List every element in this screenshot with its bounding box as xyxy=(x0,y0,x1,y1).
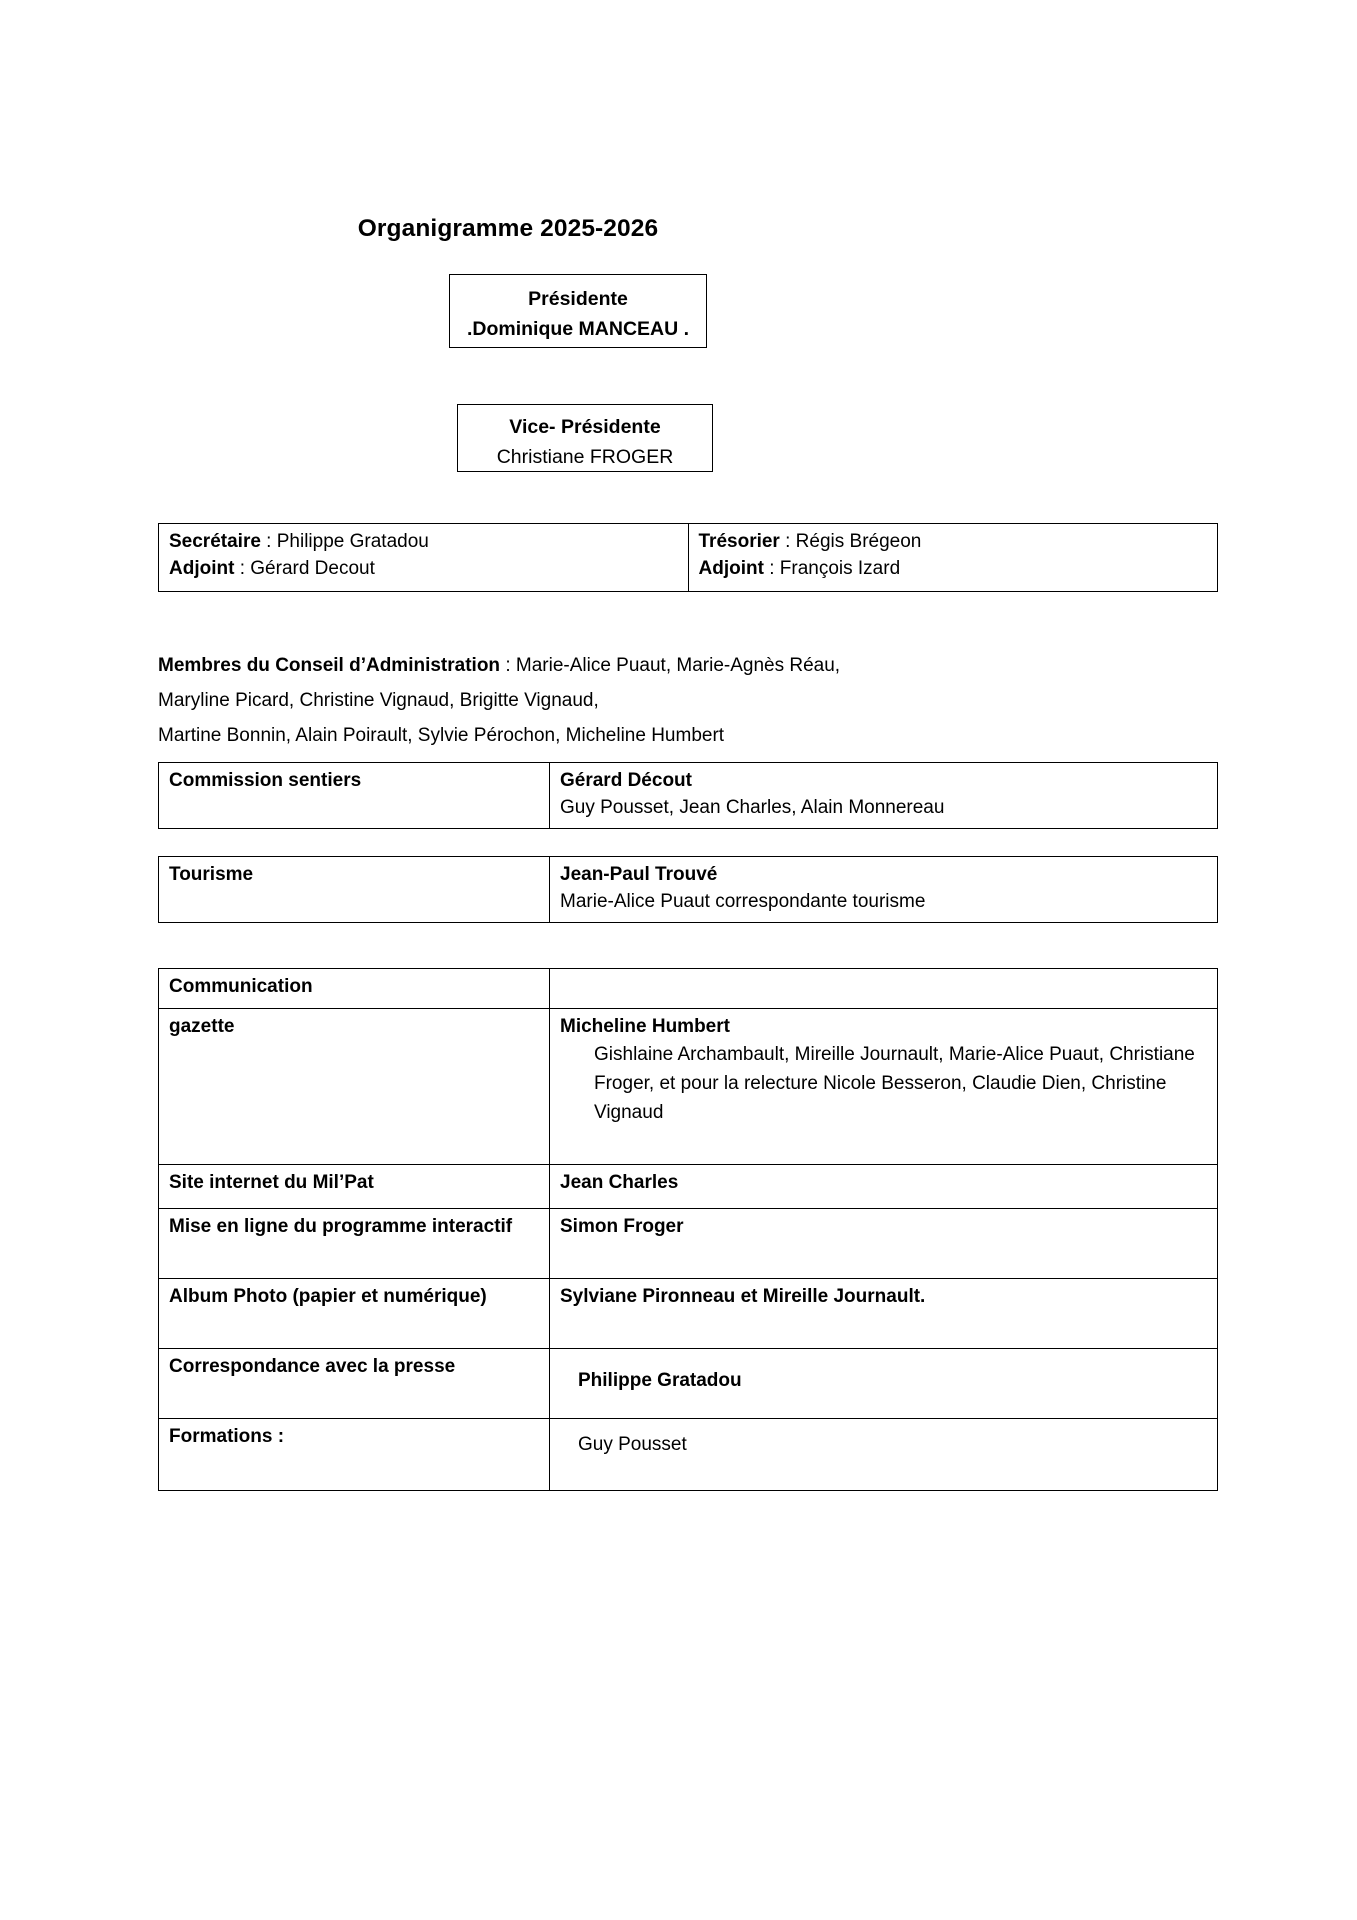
site-internet-label: Site internet du Mil’Pat xyxy=(159,1165,550,1209)
commission-sentiers-label: Commission sentiers xyxy=(159,763,550,829)
commission-sentiers-members: Guy Pousset, Jean Charles, Alain Monnereau xyxy=(560,797,945,818)
table-row xyxy=(159,1009,1218,1165)
album-photo-value: Sylviane Pironneau et Mireille Journault. xyxy=(550,1279,1218,1349)
gazette-members: Gishlaine Archambault, Mireille Journault, Marie-Alice Puaut, Christiane Froger, et pour la relecture Nicole Besseron, Claudie Dien, Christine Vignaud xyxy=(594,1044,1195,1123)
board-line-3: Martine Bonnin, Alain Poirault, Sylvie Pérochon, Micheline Humbert xyxy=(158,725,725,746)
board-line-1 xyxy=(158,648,1168,683)
communication-header-value xyxy=(550,969,1218,1009)
commission-sentiers-value xyxy=(550,763,1218,829)
communication-table xyxy=(158,968,1218,1421)
board-line-1-members: : Marie-Alice Puaut, Marie-Agnès Réau, xyxy=(500,655,841,676)
treasurer-deputy-line xyxy=(699,555,1210,582)
table-row xyxy=(159,763,1218,829)
treasurer-label: Trésorier xyxy=(698,531,780,552)
table-row xyxy=(159,524,1218,592)
communication-header-label: Communication xyxy=(159,969,550,1009)
treasurer-line xyxy=(699,528,1210,555)
secretary-line xyxy=(169,528,680,555)
vice-president-role: Vice- Présidente xyxy=(509,416,661,438)
table-row xyxy=(159,1209,1218,1279)
treasurer-cell xyxy=(688,524,1218,592)
board-members-block xyxy=(158,648,1168,753)
site-internet-value: Jean Charles xyxy=(550,1165,1218,1209)
commission-sentiers-table xyxy=(158,762,1218,829)
page-title: Organigramme 2025-2026 xyxy=(357,215,659,242)
secretary-deputy-line xyxy=(169,555,680,582)
president-name: .Dominique MANCEAU . xyxy=(466,318,690,340)
officers-table-wrap xyxy=(158,523,1218,592)
secretary-cell xyxy=(159,524,689,592)
correspondance-presse-value xyxy=(550,1349,1218,1421)
mise-en-ligne-label: Mise en ligne du programme interactif xyxy=(159,1209,550,1279)
vice-president-name: Christiane FROGER xyxy=(496,446,674,468)
secretary-deputy-label: Adjoint xyxy=(169,558,235,579)
album-photo-label: Album Photo (papier et numérique) xyxy=(159,1279,550,1349)
tourisme-value xyxy=(550,857,1218,923)
table-row xyxy=(159,1419,1218,1491)
secretary-deputy-name: : Gérard Decout xyxy=(234,558,375,579)
treasurer-deputy-name: : François Izard xyxy=(763,558,901,579)
mise-en-ligne-value: Simon Froger xyxy=(550,1209,1218,1279)
table-row xyxy=(159,857,1218,923)
commission-sentiers-lead: Gérard Décout xyxy=(560,770,692,791)
president-box xyxy=(449,274,707,348)
tourisme-lead: Jean-Paul Trouvé xyxy=(560,864,718,885)
document-content xyxy=(158,0,1218,1455)
gazette-value xyxy=(550,1009,1218,1165)
formations-label: Formations : xyxy=(159,1419,550,1491)
formations-value-cell xyxy=(550,1419,1218,1491)
formations-value: Guy Pousset xyxy=(578,1434,687,1455)
formations-table xyxy=(158,1418,1218,1491)
treasurer-deputy-label: Adjoint xyxy=(698,558,764,579)
table-row xyxy=(159,1349,1218,1421)
vice-president-box xyxy=(457,404,713,472)
gazette-label: gazette xyxy=(159,1009,550,1165)
officers-table xyxy=(158,523,1218,592)
tourisme-table xyxy=(158,856,1218,923)
board-label: Membres du Conseil d’Administration xyxy=(158,655,501,676)
correspondance-presse-name: Philippe Gratadou xyxy=(578,1370,742,1391)
gazette-lead: Micheline Humbert xyxy=(560,1016,730,1037)
president-role: Présidente xyxy=(528,288,628,310)
secretary-label: Secrétaire xyxy=(169,531,261,552)
table-row xyxy=(159,1279,1218,1349)
secretary-name: : Philippe Gratadou xyxy=(260,531,429,552)
treasurer-name: : Régis Brégeon xyxy=(779,531,922,552)
table-row xyxy=(159,969,1218,1009)
table-row xyxy=(159,1165,1218,1209)
tourisme-label: Tourisme xyxy=(159,857,550,923)
correspondance-presse-label: Correspondance avec la presse xyxy=(159,1349,550,1421)
board-line-2: Maryline Picard, Christine Vignaud, Brigitte Vignaud, xyxy=(158,690,599,711)
tourisme-members: Marie-Alice Puaut correspondante tourisme xyxy=(560,891,926,912)
